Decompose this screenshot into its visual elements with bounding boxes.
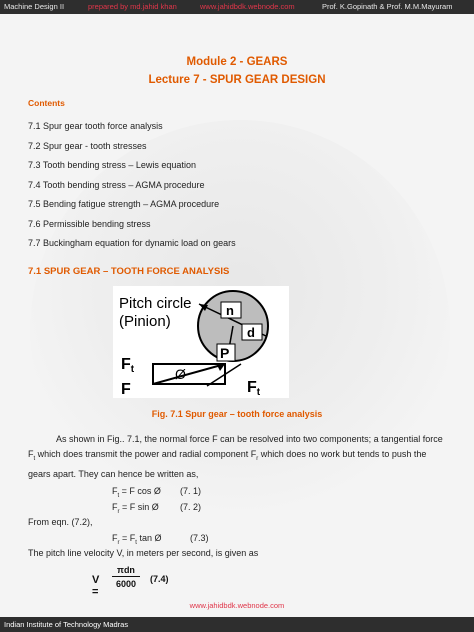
- ft-left-label: Ft: [121, 356, 135, 375]
- contents-item: 7.6 Permissible bending stress: [28, 218, 151, 229]
- p-label: P: [220, 345, 230, 361]
- section-heading: 7.1 SPUR GEAR – TOOTH FORCE ANALYSIS: [28, 266, 230, 277]
- phi-label: Ø: [175, 366, 186, 382]
- header-professors: Prof. K.Gopinath & Prof. M.M.Mayuram: [322, 2, 453, 11]
- force-diagram-svg: [113, 286, 289, 398]
- ft-right-label: Ft: [247, 379, 261, 398]
- lecture-title: Lecture 7 - SPUR GEAR DESIGN: [148, 74, 326, 86]
- from-equation-text: From eqn. (7.2),: [28, 517, 93, 527]
- equation-7-3: $F_r = F_t$ tan Ø: [112, 533, 162, 546]
- contents-heading: Contents: [28, 98, 65, 108]
- pitch-circle-label-1: Pitch circle: [119, 295, 192, 312]
- module-title: Module 2 - GEARS: [186, 56, 288, 68]
- equation-7-1: $F_t = F$ cos Ø: [112, 486, 161, 499]
- n-label: n: [226, 303, 234, 318]
- paragraph-force-resolution: As shown in Fig.. 7.1, the normal force F can be resolved into two components; a tangential force $F_t$ which does transmit the power and radial component $F_r$ which does no work but tends to push the gears apart. They can hence be written as,: [28, 434, 443, 479]
- contents-item: 7.3 Tooth bending stress – Lewis equation: [28, 160, 196, 170]
- eq4-lhs: V =: [92, 574, 100, 598]
- equation-7-3-number: (7.3): [190, 533, 209, 543]
- contents-item: 7.5 Bending fatigue strength – AGMA procedure: [28, 199, 220, 209]
- d-label: d: [247, 325, 255, 340]
- f-label: F: [121, 381, 131, 398]
- eq4-number: (7.4): [150, 574, 169, 584]
- page-footer: [0, 617, 474, 632]
- contents-item: 7.1 Spur gear tooth force analysis: [28, 121, 163, 131]
- page-header: [0, 0, 474, 14]
- equation-7-2: $F_r = F$ sin Ø: [112, 502, 159, 515]
- force-diagram: [113, 286, 289, 398]
- contents-item: 7.4 Tooth bending stress – AGMA procedure: [28, 179, 205, 190]
- eq4-numerator: πdn: [112, 565, 140, 577]
- header-website[interactable]: www.jahidbdk.webnode.com: [200, 2, 295, 11]
- equation-7-1-number: (7. 1): [180, 486, 202, 496]
- footer-institute: Indian Institute of Technology Madras: [4, 620, 129, 629]
- pitch-line-text: The pitch line velocity V, in meters per second, is given as: [28, 548, 259, 558]
- pitch-circle-label-2: (Pinion): [119, 313, 171, 330]
- header-course: Machine Design II: [4, 2, 65, 11]
- eq4-denominator: 6000: [115, 579, 137, 589]
- equation-7-2-number: (7. 2): [180, 502, 202, 512]
- figure-caption: Fig. 7.1 Spur gear – tooth force analysis: [151, 409, 323, 419]
- contents-item: 7.2 Spur gear - tooth stresses: [28, 140, 147, 151]
- footer-website[interactable]: www.jahidbdk.webnode.com: [189, 601, 285, 610]
- header-prepared-by: prepared by md.jahid khan: [88, 2, 177, 11]
- contents-item: 7.7 Buckingham equation for dynamic load on gears: [28, 238, 236, 248]
- contents-list: [28, 120, 236, 257]
